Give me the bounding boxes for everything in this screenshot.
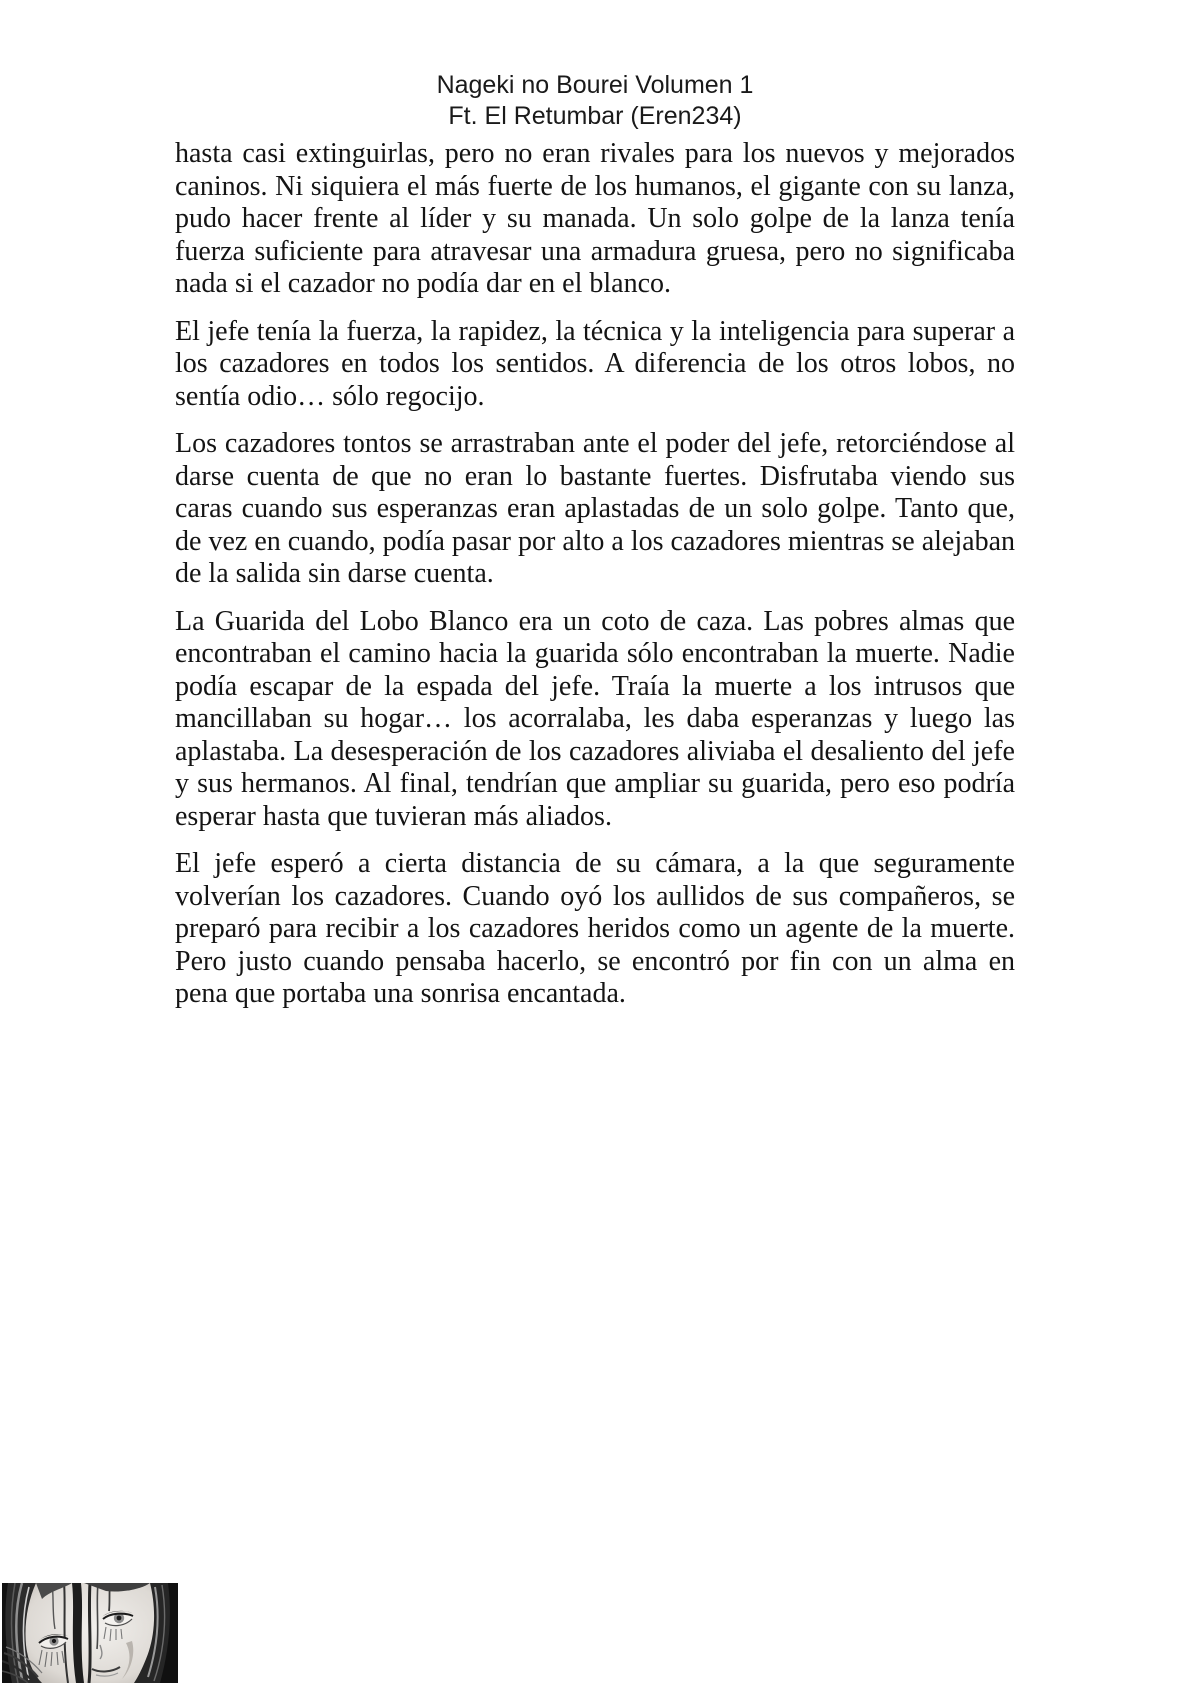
paragraph-5: El jefe esperó a cierta distancia de su cámara, a la que seguramente volverían los cazadores. Cuando oyó los aullidos de sus compañeros, se preparó para recibir a los cazadores heridos como un agente de la muerte. Pero justo cuando pensaba hacerlo, se encontró por fin con un alma en pena que portaba una sonrisa encantada. — [175, 848, 1015, 1009]
manga-face-illustration — [2, 1583, 178, 1683]
paragraph-4: La Guarida del Lobo Blanco era un coto de caza. Las pobres almas que encontraban el camino hacia la guarida sólo encontraban la muerte. Nadie podía escapar de la espada del jefe. Traía la muerte a los intrusos que mancillaban su hogar… los acorralaba, les daba esperanzas y luego las aplastaba. La desesperación de los cazadores aliviaba el desaliento del jefe y sus hermanos. Al final, tendrían que ampliar su guarida, pero eso podría esperar hasta que tuvieran más aliados. — [175, 605, 1015, 832]
paragraph-1: hasta casi extinguirlas, pero no eran rivales para los nuevos y mejorados caninos. Ni siquiera el más fuerte de los humanos, el gigante con su lanza, pudo hacer frente al líder y su manada. Un solo golpe de la lanza tenía fuerza suficiente para atravesar una armadura gruesa, pero no significaba nada si el cazador no podía dar en el blanco. — [175, 138, 1015, 299]
paragraph-2: El jefe tenía la fuerza, la rapidez, la técnica y la inteligencia para superar a los cazadores en todos los sentidos. A diferencia de los otros lobos, no sentía odio… sólo regocijo. — [175, 315, 1015, 412]
document-body — [175, 138, 1015, 1011]
page-header — [0, 0, 1190, 132]
document-title: Nageki no Bourei Volumen 1 — [436, 71, 754, 99]
document-subtitle: Ft. El Retumbar (Eren234) — [448, 102, 742, 130]
manga-face-art — [2, 1583, 178, 1683]
paragraph-3: Los cazadores tontos se arrastraban ante el poder del jefe, retorciéndose al darse cuenta de que no eran lo bastante fuertes. Disfrutaba viendo sus caras cuando sus esperanzas eran aplastadas de un solo golpe. Tanto que, de vez en cuando, podía pasar por alto a los cazadores mientras se alejaban de la salida sin darse cuenta. — [175, 428, 1015, 589]
